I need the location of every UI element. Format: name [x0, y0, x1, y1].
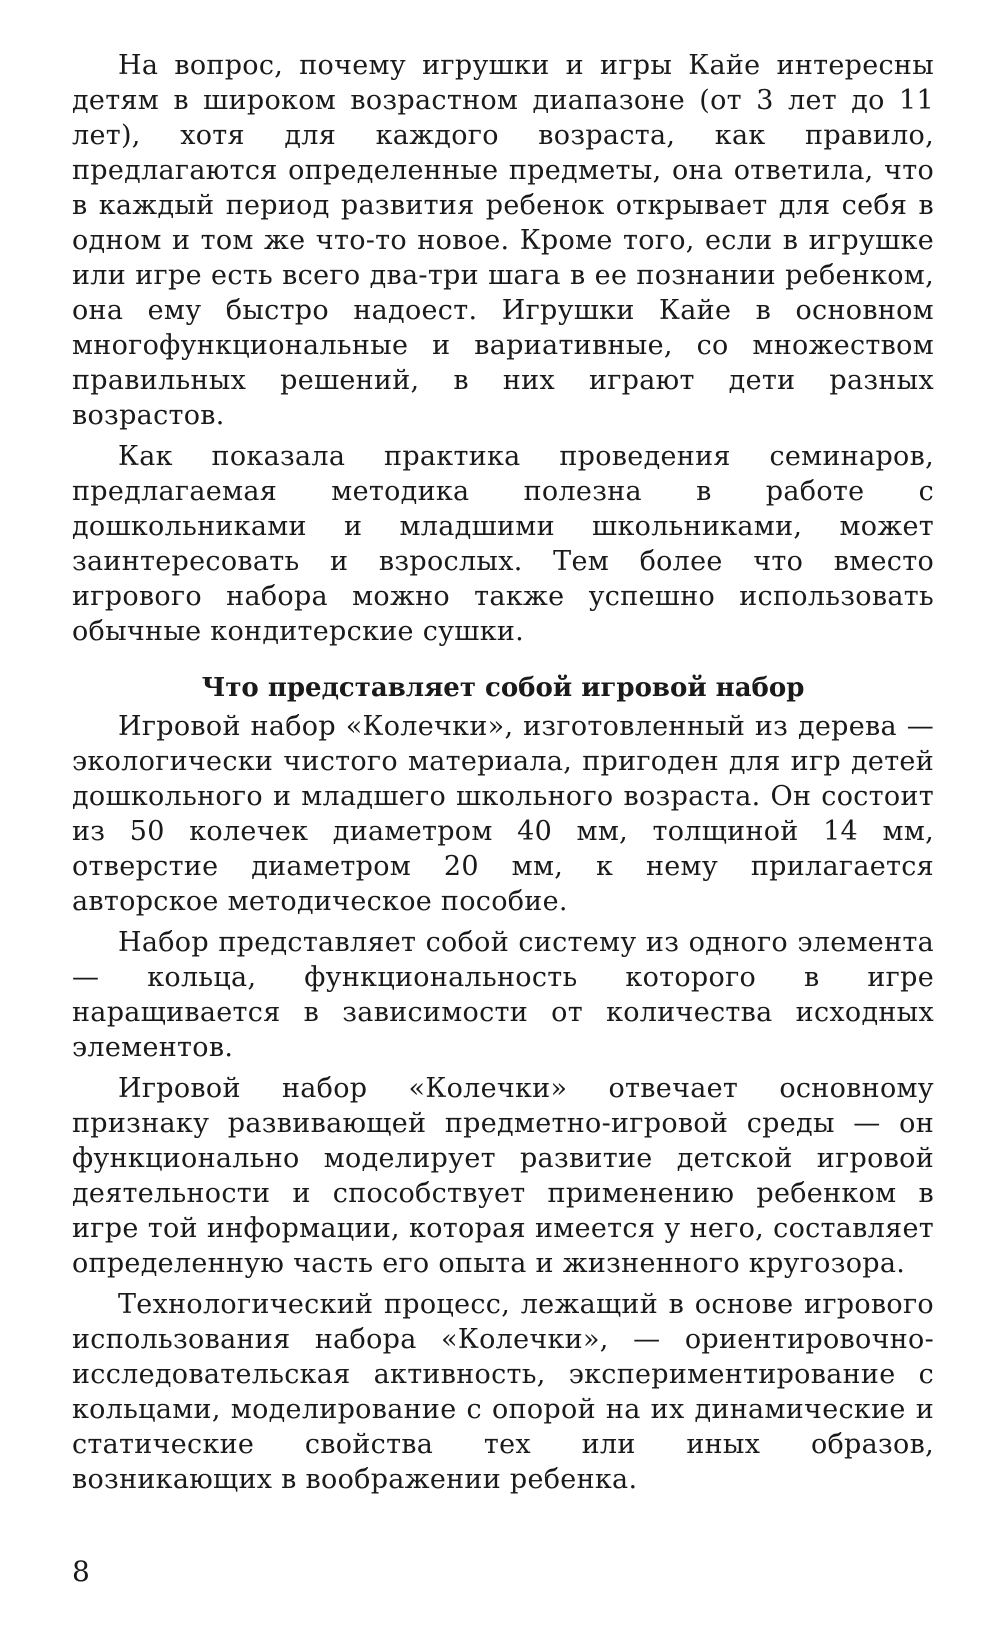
page-number: 8: [72, 1555, 90, 1588]
paragraph-set-description: Игровой набор «Колечки», изготовленный из дерева — экологически чистого материала, пригоден для игр детей дошкольного и младшего школьного возраста. Он состоит из 50 колечек диаметром 40 мм, толщиной 14 мм, отверстие диаметром 20 мм, к нему прилагается авторское методическое пособие.: [72, 711, 934, 917]
section-heading: Что представляет собой игровой набор: [201, 673, 805, 703]
paragraph-seminar-practice: Как показала практика проведения семинаров, предлагаемая методика полезна в работе с дошкольниками и младшими школьниками, может заинтересовать и взрослых. Тем более что вместо игрового набора можно также успешно использовать обычные кондитерские сушки.: [72, 441, 934, 647]
paragraph-technological-process: Технологический процесс, лежащий в основе игрового использования набора «Колечки», — ориентировочно-исследовательская активность, экспериментирование с кольцами, моделирование с опорой на их динамические и статические свойства тех или иных образов, возникающих в воображении ребенка.: [72, 1289, 934, 1495]
paragraph-developmental-environment: Игровой набор «Колечки» отвечает основному признаку развивающей предметно-игровой среды — он функционально моделирует развитие детской игровой деятельности и способствует применению ребенком в игре той информации, которая имеется у него, составляет определенную часть его опыта и жизненного кругозора.: [72, 1073, 934, 1279]
paragraph-set-system: Набор представляет собой систему из одного элемента — кольца, функциональность которого в игре наращивается в зависимости от количества исходных элементов.: [72, 927, 934, 1063]
page-body: [72, 48, 934, 1503]
paragraph-age-range: На вопрос, почему игрушки и игры Кайе интересны детям в широком возрастном диапазоне (от 3 лет до 11 лет), хотя для каждого возраста, как правило, предлагаются определенные предметы, она ответила, что в каждый период развития ребенок открывает для себя в одном и том же что-то новое. Кроме того, если в игрушке или игре есть всего два-три шага в ее познании ребенком, она ему быстро надоест. Игрушки Кайе в основном многофункциональные и вариативные, со множеством правильных решений, в них играют дети разных возрастов.: [72, 50, 934, 431]
